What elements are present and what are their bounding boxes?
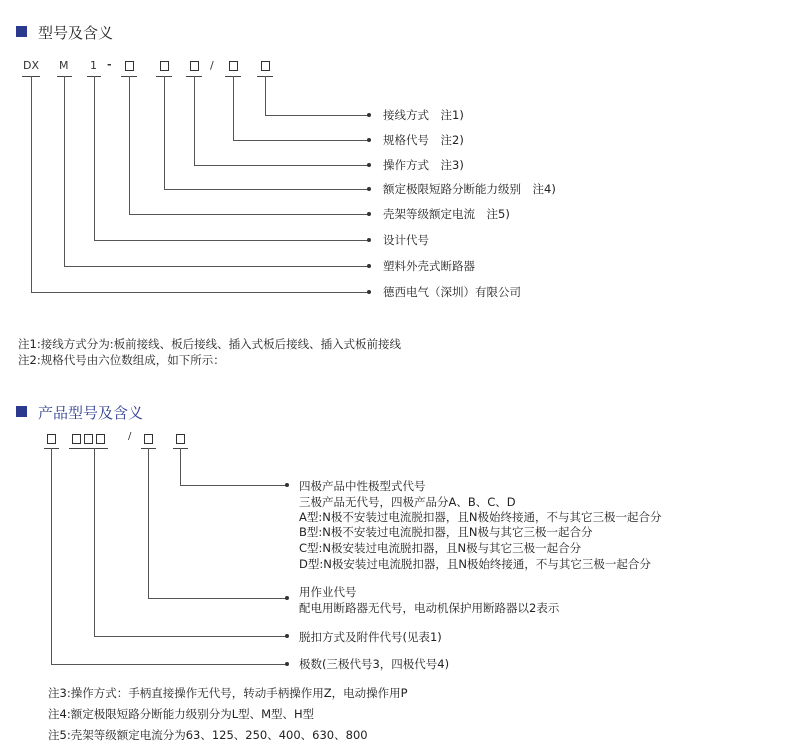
connector-wiring-h (265, 115, 369, 116)
connector2-poles-h (51, 664, 287, 665)
connector2-trip-h (94, 636, 287, 637)
note-5: 注5:壳架等级额定电流分为63、125、250、400、630、800 (48, 728, 368, 742)
connector-spec-dot (367, 138, 371, 142)
note-4: 注4:额定极限短路分断能力级别分为L型、M型、H型 (48, 707, 315, 721)
connector-mccb-h (64, 266, 369, 267)
code-box-spec (229, 61, 238, 71)
code2-box-trip-underline (69, 448, 108, 449)
label-operation-method: 操作方式 注3) (383, 158, 464, 172)
note-1: 注1:接线方式分为:板前接线、板后接线、插入式板后接线、插入式板前接线 (18, 337, 402, 351)
connector-operation-dot (367, 163, 371, 167)
connector-operation-v (194, 76, 195, 165)
connector-mccb-v (64, 76, 65, 266)
code-box-current (125, 61, 134, 71)
connector-breaking-h (164, 189, 369, 190)
label-mccb: 塑料外壳式断路器 (383, 259, 475, 273)
label2-neutral-type-b: B型:N极不安装过电流脱扣器，且N极与其它三极一起合分 (299, 525, 593, 539)
connector2-neutral-v (180, 448, 181, 485)
connector-current-h (129, 214, 369, 215)
connector2-usage-v (148, 448, 149, 598)
connector-current-v (129, 76, 130, 214)
label2-poles: 极数(三极代号3，四极代号4) (299, 657, 450, 671)
label2-usage-line-1: 配电用断路器无代号，电动机保护用断路器以2表示 (299, 601, 560, 615)
section2-title: 产品型号及含义 (38, 404, 144, 422)
label2-neutral-type-c: C型:N极安装过电流脱扣器，且N极与其它三极一起合分 (299, 541, 582, 555)
section1-title: 型号及含义 (38, 24, 114, 42)
label2-trip-accessory: 脱扣方式及附件代号(见表1) (299, 630, 442, 644)
section1-marker (16, 26, 27, 37)
code2-box-neutral (176, 434, 185, 444)
code2-box-trip-3 (96, 434, 105, 444)
connector-wiring-dot (367, 113, 371, 117)
connector-company-h (31, 292, 369, 293)
connector-design-dot (367, 238, 371, 242)
code-dx: DX (23, 59, 40, 72)
label-company: 德西电气（深圳）有限公司 (383, 285, 521, 299)
connector2-trip-v (94, 448, 95, 636)
code2-box-trip-2 (84, 434, 93, 444)
connector2-neutral-h (180, 485, 287, 486)
label2-usage-title: 用作业代号 (299, 585, 357, 599)
connector2-neutral-dot (285, 483, 289, 487)
connector2-poles-dot (285, 662, 289, 666)
connector-company-dot (367, 290, 371, 294)
code-m: M (59, 59, 69, 72)
connector2-trip-dot (285, 634, 289, 638)
label-frame-current: 壳架等级额定电流 注5) (383, 207, 510, 221)
code-slash: / (210, 59, 214, 72)
code-box-breaking (160, 61, 169, 71)
connector-operation-h (194, 165, 369, 166)
label-breaking-capacity: 额定极限短路分断能力级别 注4) (383, 182, 556, 196)
label2-neutral-line-1: 三极产品无代号，四极产品分A、B、C、D (299, 495, 516, 509)
code-box-operation (190, 61, 199, 71)
connector-design-v (94, 76, 95, 240)
connector-spec-h (233, 140, 369, 141)
connector2-usage-dot (285, 596, 289, 600)
connector-wiring-v (265, 76, 266, 115)
connector-spec-v (233, 76, 234, 140)
code-1: 1 (90, 59, 97, 72)
label2-neutral-title: 四极产品中性极型式代号 (299, 479, 426, 493)
code2-box-poles (47, 434, 56, 444)
code-dash: - (107, 58, 112, 71)
connector-company-v (31, 76, 32, 292)
note-2: 注2:规格代号由六位数组成，如下所示： (18, 353, 225, 367)
connector-current-dot (367, 212, 371, 216)
code2-box-trip-1 (72, 434, 81, 444)
note-3: 注3:操作方式：手柄直接操作无代号，转动手柄操作用Z，电动操作用P (48, 686, 408, 700)
section2-marker (16, 406, 27, 417)
label-wiring-method: 接线方式 注1) (383, 108, 464, 122)
code2-slash: / (128, 431, 132, 442)
code-box-wiring (261, 61, 270, 71)
code2-box-usage (144, 434, 153, 444)
connector2-usage-h (148, 598, 287, 599)
connector-design-h (94, 240, 369, 241)
connector2-poles-v (51, 448, 52, 664)
label2-neutral-type-a: A型:N极不安装过电流脱扣器，且N极始终接通，不与其它三极一起合分 (299, 510, 662, 524)
connector-breaking-dot (367, 187, 371, 191)
label-spec-code: 规格代号 注2) (383, 133, 464, 147)
connector-mccb-dot (367, 264, 371, 268)
connector-breaking-v (164, 76, 165, 189)
label2-neutral-type-d: D型:N极安装过电流脱扣器，且N极始终接通，不与其它三极一起合分 (299, 557, 651, 571)
label-design-code: 设计代号 (383, 233, 429, 247)
